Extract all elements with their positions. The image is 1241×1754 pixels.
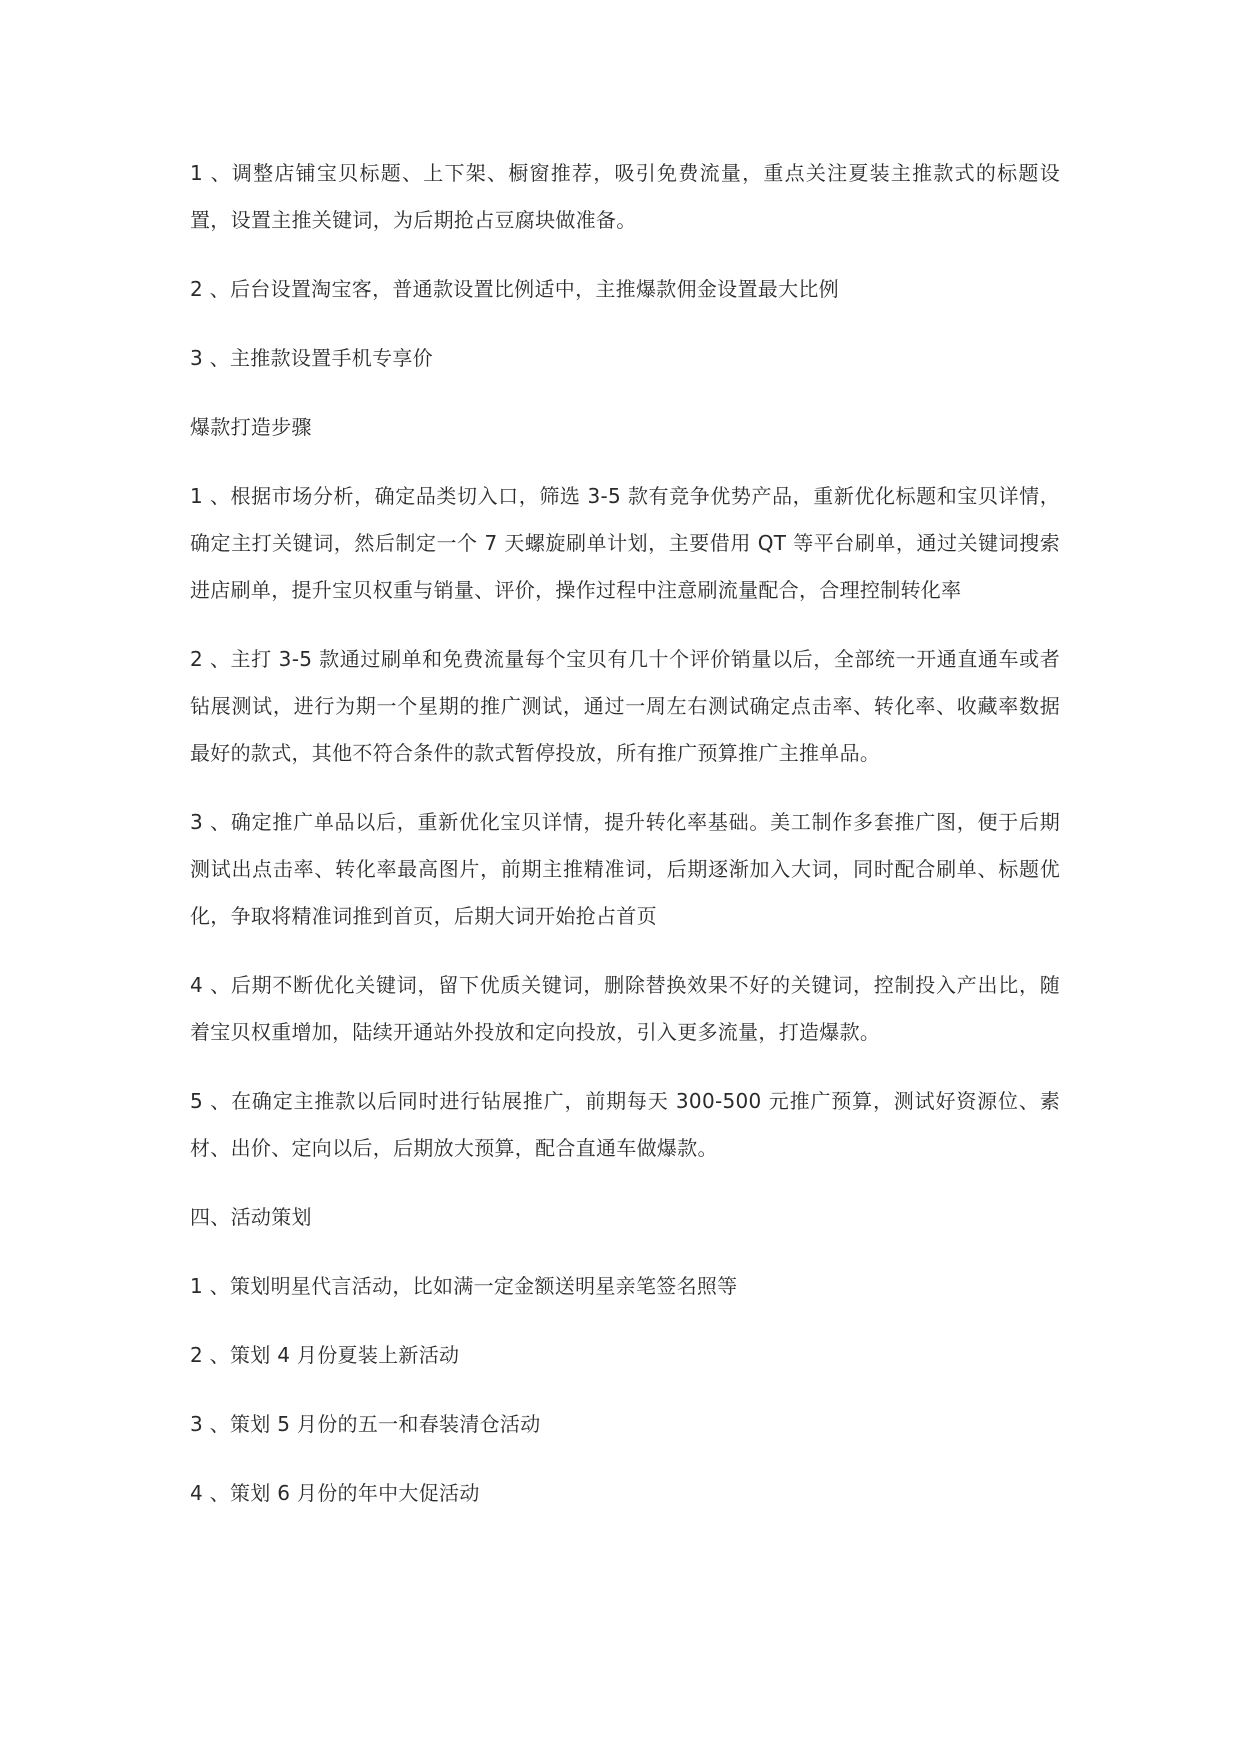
section-heading-bestseller-steps: 爆款打造步骤	[190, 415, 312, 439]
paragraph-mobile-price: 3 、主推款设置手机专享价	[190, 346, 433, 370]
paragraph-activity-may: 3 、策划 5 月份的五一和春装清仓活动	[190, 1412, 541, 1436]
section-heading-activity-planning: 四、活动策划	[190, 1205, 312, 1229]
paragraph-step-market-analysis: 1 、根据市场分析，确定品类切入口，筛选 3-5 款有竞争优势产品，重新优化标题和宝贝详情，确定主打关键词，然后制定一个 7 天螺旋刷单计划，主要借用 QT 等平台刷单，通过关键词搜索进店刷单，提升宝贝权重与销量、评价，操作过程中注意刷流量配合，合理控制转化率	[190, 484, 1060, 602]
paragraph-step-display-ads: 5 、在确定主推款以后同时进行钻展推广，前期每天 300-500 元推广预算，测试好资源位、素材、出价、定向以后，后期放大预算，配合直通车做爆款。	[190, 1089, 1060, 1160]
paragraph-step-optimize-details: 3 、确定推广单品以后，重新优化宝贝详情，提升转化率基础。美工制作多套推广图，便于后期测试出点击率、转化率最高图片，前期主推精准词，后期逐渐加入大词，同时配合刷单、标题优化，争取将精准词推到首页，后期大词开始抢占首页	[190, 810, 1060, 928]
paragraph-taobaoke-setup: 2 、后台设置淘宝客，普通款设置比例适中，主推爆款佣金设置最大比例	[190, 277, 839, 301]
paragraph-activity-celebrity: 1 、策划明星代言活动，比如满一定金额送明星亲笔签名照等	[190, 1274, 738, 1298]
paragraph-activity-april: 2 、策划 4 月份夏装上新活动	[190, 1343, 460, 1367]
paragraph-title-optimization: 1 、调整店铺宝贝标题、上下架、橱窗推荐，吸引免费流量，重点关注夏装主推款式的标题设置，设置主推关键词，为后期抢占豆腐块做准备。	[190, 161, 1060, 232]
paragraph-activity-june: 4 、策划 6 月份的年中大促活动	[190, 1481, 480, 1505]
document-body	[190, 150, 1060, 1539]
paragraph-step-keyword-optimization: 4 、后期不断优化关键词，留下优质关键词，删除替换效果不好的关键词，控制投入产出比，随着宝贝权重增加，陆续开通站外投放和定向投放，引入更多流量，打造爆款。	[190, 973, 1060, 1044]
paragraph-step-promotion-test: 2 、主打 3-5 款通过刷单和免费流量每个宝贝有几十个评价销量以后，全部统一开通直通车或者钻展测试，进行为期一个星期的推广测试，通过一周左右测试确定点击率、转化率、收藏率数据最好的款式，其他不符合条件的款式暂停投放，所有推广预算推广主推单品。	[190, 647, 1060, 765]
